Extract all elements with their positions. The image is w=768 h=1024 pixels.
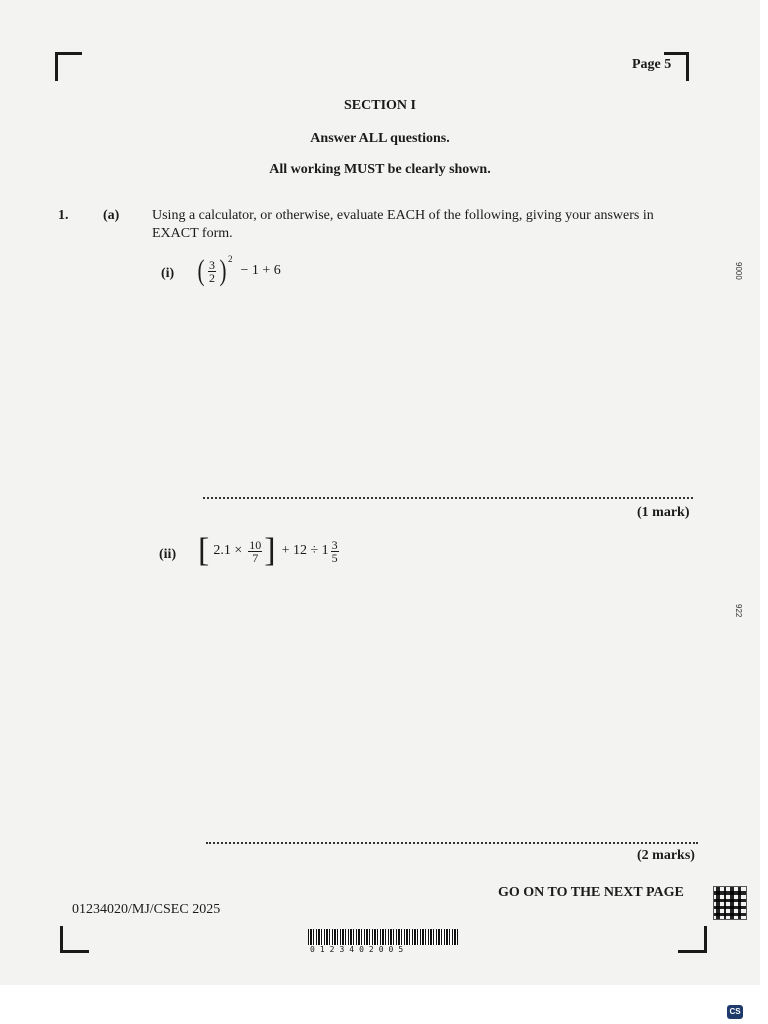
next-page-instruction: GO ON TO THE NEXT PAGE <box>498 885 684 900</box>
crop-mark-bottom-right <box>678 926 707 953</box>
exponent: 2 <box>228 254 233 264</box>
fraction-denominator: 5 <box>331 550 338 565</box>
fraction-numerator: 3 <box>209 257 215 272</box>
question-prompt-line1: Using a calculator, or otherwise, evaluate EACH of the following, giving your answers in <box>152 208 654 223</box>
expression-ii <box>198 532 341 569</box>
mixed-fraction-3-over-5 <box>331 539 339 564</box>
page-number: Page 5 <box>632 57 672 72</box>
right-bracket: ] <box>264 532 276 569</box>
instruction-answer-all: Answer ALL questions. <box>310 131 450 146</box>
section-title: SECTION I <box>344 98 416 113</box>
fraction-denominator: 2 <box>209 270 215 285</box>
fraction-numerator: 3 <box>331 537 338 552</box>
right-paren: ) <box>219 254 227 287</box>
expression-i <box>196 256 281 286</box>
barcode-digits: 0123402005 <box>310 945 409 954</box>
paper-code: 01234020/MJ/CSEC 2025 <box>72 902 221 917</box>
left-paren: ( <box>197 254 205 287</box>
expression-ii-rest: + 12 ÷ 1 <box>281 543 329 558</box>
fraction-denominator: 7 <box>252 550 259 565</box>
barcode <box>308 929 458 945</box>
answer-line-i <box>203 497 693 499</box>
subpart-ii-label: (ii) <box>159 547 177 562</box>
left-bracket: [ <box>198 532 210 569</box>
instruction-working: All working MUST be clearly shown. <box>269 162 491 177</box>
crop-mark-bottom-left <box>60 926 89 953</box>
question-part: (a) <box>103 208 120 223</box>
side-mark-top: 9000 <box>734 262 743 280</box>
coefficient-term: 2.1 × <box>213 543 243 558</box>
question-prompt-line2: EXACT form. <box>152 226 233 241</box>
crop-mark-top-left <box>55 52 82 81</box>
fraction-numerator: 10 <box>249 537 262 552</box>
marks-i: (1 mark) <box>637 505 690 520</box>
expression-i-rest: − 1 + 6 <box>240 263 281 278</box>
fraction-3-over-2 <box>208 259 216 284</box>
answer-line-ii <box>206 842 698 844</box>
side-mark-mid: 922 <box>734 604 743 618</box>
subpart-i-label: (i) <box>161 266 175 281</box>
scanner-badge-icon: CS <box>727 1005 743 1019</box>
marks-ii: (2 marks) <box>637 848 695 863</box>
qr-code <box>713 886 747 920</box>
fraction-10-over-7 <box>248 539 262 564</box>
question-number: 1. <box>58 208 69 223</box>
